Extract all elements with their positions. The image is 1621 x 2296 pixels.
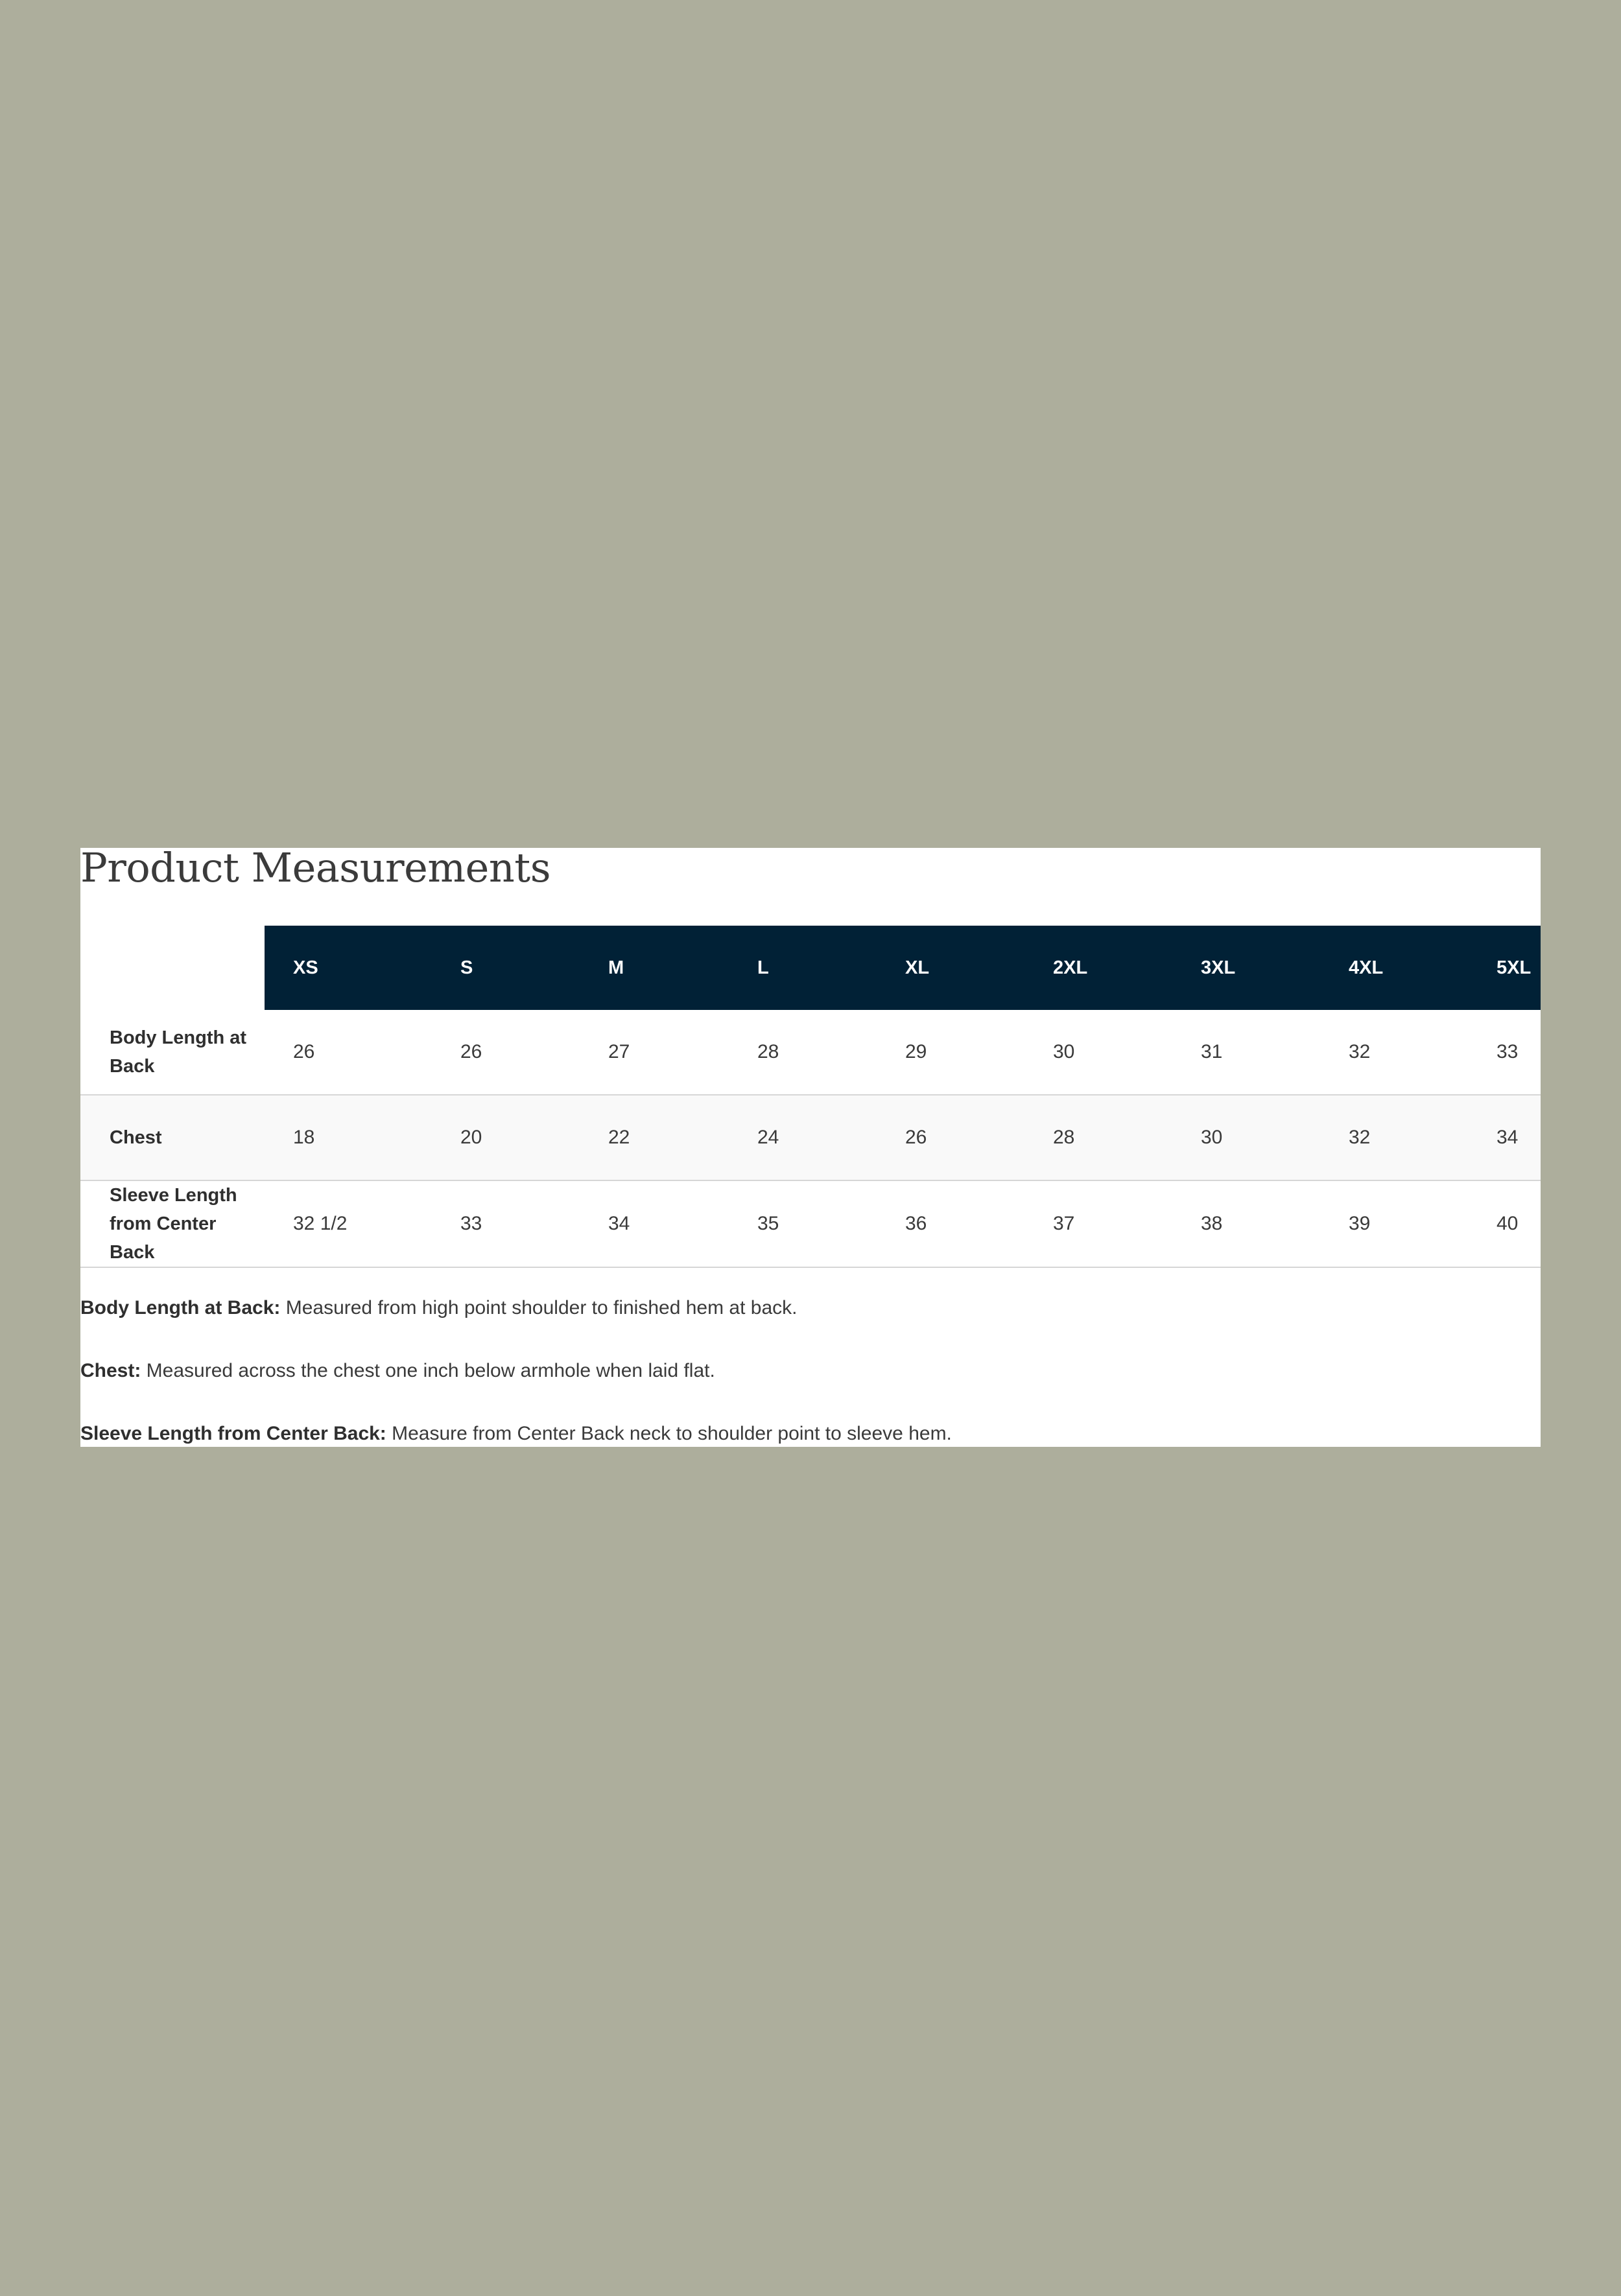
measurement-cell: 26 (877, 1095, 1024, 1180)
measurement-cell: 32 (1320, 1010, 1468, 1095)
measurement-cell: 28 (1024, 1095, 1172, 1180)
page-title: Product Measurements (80, 844, 551, 891)
definition-text: Measure from Center Back neck to shoulder point to sleeve hem. (386, 1423, 952, 1444)
measurement-cell: 26 (432, 1010, 580, 1095)
measurement-cell: 36 (877, 1180, 1024, 1267)
size-chart-table (80, 926, 1541, 1268)
size-header: 3XL (1172, 926, 1320, 1010)
size-header: 5XL (1468, 926, 1541, 1010)
measurement-cell: 37 (1024, 1180, 1172, 1267)
header-corner-cell (80, 926, 265, 1010)
measurements-panel (80, 844, 1541, 1447)
table-row (80, 1095, 1541, 1180)
measurement-cell: 34 (580, 1180, 729, 1267)
definition-text: Measured across the chest one inch below armhole when laid flat. (141, 1360, 715, 1381)
measurement-cell: 35 (729, 1180, 877, 1267)
size-header: S (432, 926, 580, 1010)
measurement-cell: 30 (1024, 1010, 1172, 1095)
measurement-cell: 20 (432, 1095, 580, 1180)
size-header: 4XL (1320, 926, 1468, 1010)
measurement-cell: 33 (1468, 1010, 1541, 1095)
definition-text: Measured from high point shoulder to finished hem at back. (280, 1297, 798, 1318)
row-label: Chest (80, 1095, 265, 1180)
measurement-cell: 29 (877, 1010, 1024, 1095)
measurement-cell: 39 (1320, 1180, 1468, 1267)
measurement-cell: 30 (1172, 1095, 1320, 1180)
row-label: Body Length at Back (80, 1010, 265, 1095)
size-header: M (580, 926, 729, 1010)
size-header: XL (877, 926, 1024, 1010)
measurement-cell: 33 (432, 1180, 580, 1267)
measurement-cell: 32 1/2 (265, 1180, 432, 1267)
measurement-cell: 26 (265, 1010, 432, 1095)
measurement-cell: 38 (1172, 1180, 1320, 1267)
table-row (80, 1180, 1541, 1267)
definition-term: Chest: (80, 1360, 141, 1381)
measurement-cell: 24 (729, 1095, 877, 1180)
size-header: XS (265, 926, 432, 1010)
table-row (80, 1010, 1541, 1095)
measurement-cell: 40 (1468, 1180, 1541, 1267)
definition-term: Sleeve Length from Center Back: (80, 1423, 386, 1444)
measurement-cell: 22 (580, 1095, 729, 1180)
measurement-cell: 28 (729, 1010, 877, 1095)
row-label: Sleeve Length from Center Back (80, 1180, 265, 1267)
measurement-cell: 18 (265, 1095, 432, 1180)
definition-term: Body Length at Back: (80, 1297, 281, 1318)
definition-item (80, 1421, 1541, 1484)
definition-item (80, 1295, 1541, 1358)
measurement-cell: 27 (580, 1010, 729, 1095)
measurement-cell: 31 (1172, 1010, 1320, 1095)
definition-item (80, 1358, 1541, 1421)
size-header-row (80, 926, 1541, 1010)
measurement-cell: 34 (1468, 1095, 1541, 1180)
size-header: L (729, 926, 877, 1010)
size-header: 2XL (1024, 926, 1172, 1010)
measurement-definitions (80, 1295, 1541, 1484)
measurement-cell: 32 (1320, 1095, 1468, 1180)
